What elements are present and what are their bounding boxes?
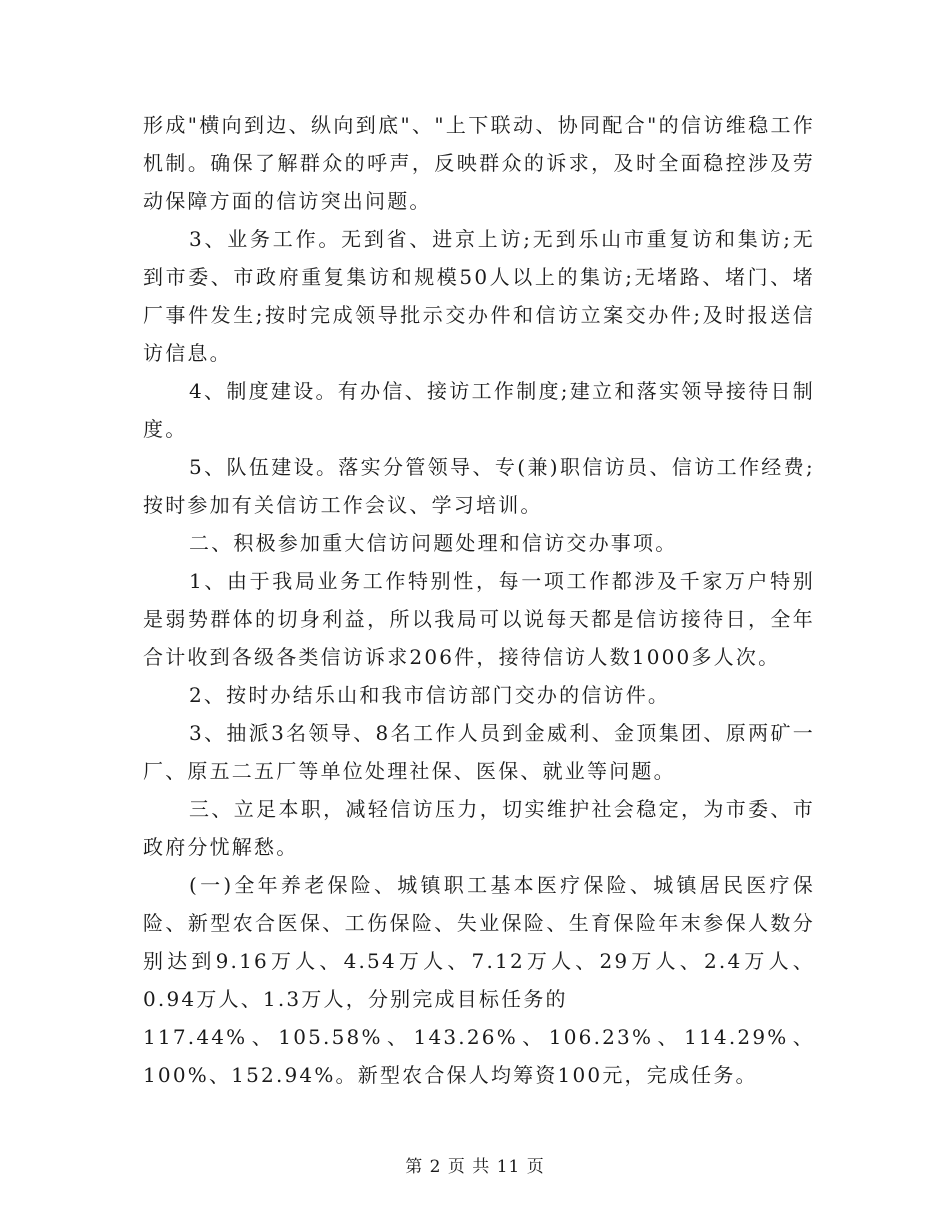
section-heading-two: 二、积极参加重大信访问题处理和信访交办事项。 [189, 531, 678, 555]
paragraph-continuation: 形成"横向到边、纵向到底"、"上下联动、协同配合"的信访维稳工作机制。确保了解群众的呼声，反映群众的诉求，及时全面稳控涉及劳动保障方面的信访突出问题。 [143, 113, 815, 213]
paragraph-insurance-coverage: (一)全年养老保险、城镇职工基本医疗保险、城镇居民医疗保险、新型农合医保、工伤保险、失业保险、生育保险年末参保人数分别达到9.16万人、4.54万人、7.12万人、29万人、2.4万人、0.94万人、1.3万人，分别完成目标任务的 [143, 873, 815, 1011]
section-heading-three: 三、立足本职，减轻信访压力，切实维护社会稳定，为市委、市政府分忧解愁。 [143, 797, 815, 859]
paragraph-business-work: 3、业务工作。无到省、进京上访;无到乐山市重复访和集访;无到市委、市政府重复集访和规模50人以上的集访;无堵路、堵门、堵厂事件发生;按时完成领导批示交办件和信访立案交办件;及时报送信访信息。 [143, 227, 815, 365]
paragraph-system-building: 4、制度建设。有办信、接访工作制度;建立和落实领导接待日制度。 [143, 379, 815, 441]
paragraph-team-building: 5、队伍建设。落实分管领导、专(兼)职信访员、信访工作经费;按时参加有关信访工作会议、学习培训。 [143, 455, 815, 517]
document-body [143, 106, 815, 1094]
paragraph-petition-stats: 1、由于我局业务工作特别性，每一项工作都涉及千家万户特别是弱势群体的切身利益，所以我局可以说每天都是信访接待日，全年合计收到各级各类信访诉求206件，接待信访人数1000多人次。 [143, 569, 815, 669]
paragraph-dispatch-staff: 3、抽派3名领导、8名工作人员到金威利、金顶集团、原两矿一厂、原五二五厂等单位处理社保、医保、就业等问题。 [143, 721, 815, 783]
paragraph-completion-rates: 117.44%、105.58%、143.26%、106.23%、114.29%、100%、152.94%。新型农合保人均筹资100元，完成任务。 [143, 1025, 815, 1087]
paragraph-timely-handling: 2、按时办结乐山和我市信访部门交办的信访件。 [189, 683, 671, 707]
page-footer: 第 2 页 共 11 页 [405, 1157, 545, 1177]
